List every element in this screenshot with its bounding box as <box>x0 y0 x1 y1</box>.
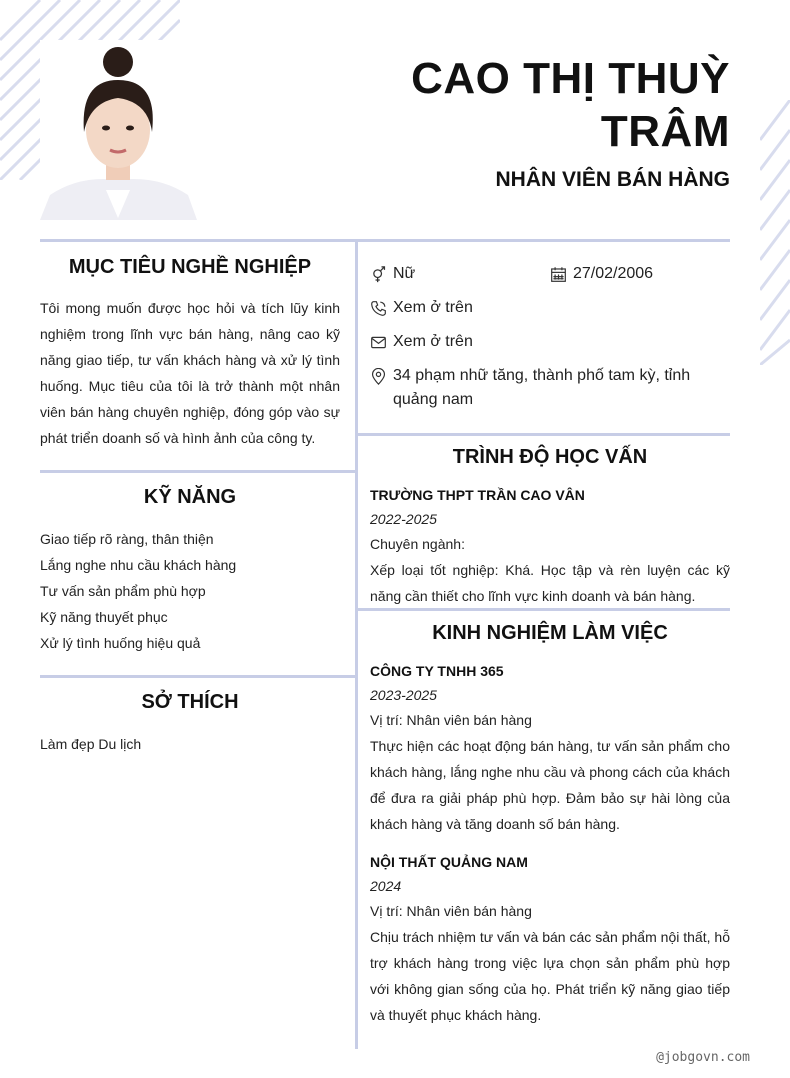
education-heading: TRÌNH ĐỘ HỌC VẤN <box>452 446 648 468</box>
dob-value: 27/02/2006 <box>573 265 654 282</box>
job-period: 2024 <box>370 878 402 894</box>
school-name: TRƯỜNG THPT TRẦN CAO VÂN <box>370 487 585 503</box>
company-name: NỘI THẤT QUẢNG NAM <box>370 854 528 870</box>
objective-text: Tôi mong muốn được học hỏi và tích lũy kinh nghiệm trong lĩnh vực bán hàng, nâng cao kỹ năng giao tiếp, tư vấn khách hàng và xử lý tình huống. Mục tiêu của tôi là trở thành một nhân viên bán hàng chuyên nghiệp, đóng góp vào sự phát triển doanh số và hình ảnh của công ty. <box>40 300 340 446</box>
skill-item: Lắng nghe nhu cầu khách hàng <box>40 557 237 573</box>
job-position: Vị trí: Nhân viên bán hàng <box>370 903 532 919</box>
divider <box>40 470 356 473</box>
job-position: Vị trí: Nhân viên bán hàng <box>370 712 532 728</box>
gender-row <box>370 262 415 286</box>
skill-item: Tư vấn sản phẩm phù hợp <box>40 583 206 599</box>
job-title: NHÂN VIÊN BÁN HÀNG <box>495 168 730 191</box>
job-description: Chịu trách nhiệm tư vấn và bán các sản phẩm nội thất, hỗ trợ khách hàng trong việc lựa chọn sản phẩm phù hợp với không gian sống của họ. Phát triển kỹ năng giao tiếp và thuyết phục khách hàng. <box>370 929 730 1023</box>
experience-heading: KINH NGHIỆM LÀM VIỆC <box>432 622 668 644</box>
education-period: 2022-2025 <box>370 511 437 527</box>
email-value: Xem ở trên <box>393 333 473 350</box>
name-line-1: CAO THỊ THUỲ <box>411 54 730 103</box>
watermark: @jobgovn.com <box>656 1050 750 1065</box>
name-line-2: TRÂM <box>600 107 730 156</box>
job-period: 2023-2025 <box>370 687 437 703</box>
gender-icon <box>370 266 387 283</box>
skills-heading: KỸ NĂNG <box>143 486 237 508</box>
email-row <box>370 330 473 354</box>
divider <box>40 675 356 678</box>
divider <box>356 433 730 436</box>
email-icon <box>370 334 387 351</box>
decorative-stripes-right <box>760 100 790 365</box>
address-row <box>370 364 710 412</box>
education-major: Chuyên ngành: <box>370 536 465 552</box>
skill-item: Giao tiếp rõ ràng, thân thiện <box>40 531 214 547</box>
phone-value: Xem ở trên <box>393 299 473 316</box>
candidate-name <box>310 52 730 158</box>
hobbies-heading: SỞ THÍCH <box>141 691 239 713</box>
skill-item: Kỹ năng thuyết phục <box>40 609 168 625</box>
phone-icon <box>370 300 387 317</box>
phone-row <box>370 296 473 320</box>
objective-heading: MỤC TIÊU NGHỀ NGHIỆP <box>68 256 312 278</box>
job-description: Thực hiện các hoạt động bán hàng, tư vấn sản phẩm cho khách hàng, lắng nghe nhu cầu và phong cách của khách để đưa ra giải pháp phù hợp. Đảm bảo sự hài lòng của khách hàng và tăng doanh số bán hàng. <box>370 738 730 832</box>
gender-value: Nữ <box>393 265 416 282</box>
column-divider <box>355 239 358 1049</box>
profile-photo <box>40 40 197 220</box>
divider <box>40 239 730 242</box>
location-pin-icon <box>370 368 387 385</box>
hobbies-text: Làm đẹp Du lịch <box>40 736 142 752</box>
company-name: CÔNG TY TNHH 365 <box>370 663 504 679</box>
calendar-icon <box>550 266 567 283</box>
skills-list <box>40 526 340 656</box>
dob-row <box>550 262 653 286</box>
skill-item: Xử lý tình huống hiệu quả <box>40 635 201 651</box>
education-detail: Xếp loại tốt nghiệp: Khá. Học tập và rèn luyện các kỹ năng cần thiết cho lĩnh vực kinh doanh và bán hàng. <box>370 562 730 604</box>
address-value: 34 phạm nhữ tăng, thành phố tam kỳ, tỉnh quảng nam <box>393 367 691 408</box>
